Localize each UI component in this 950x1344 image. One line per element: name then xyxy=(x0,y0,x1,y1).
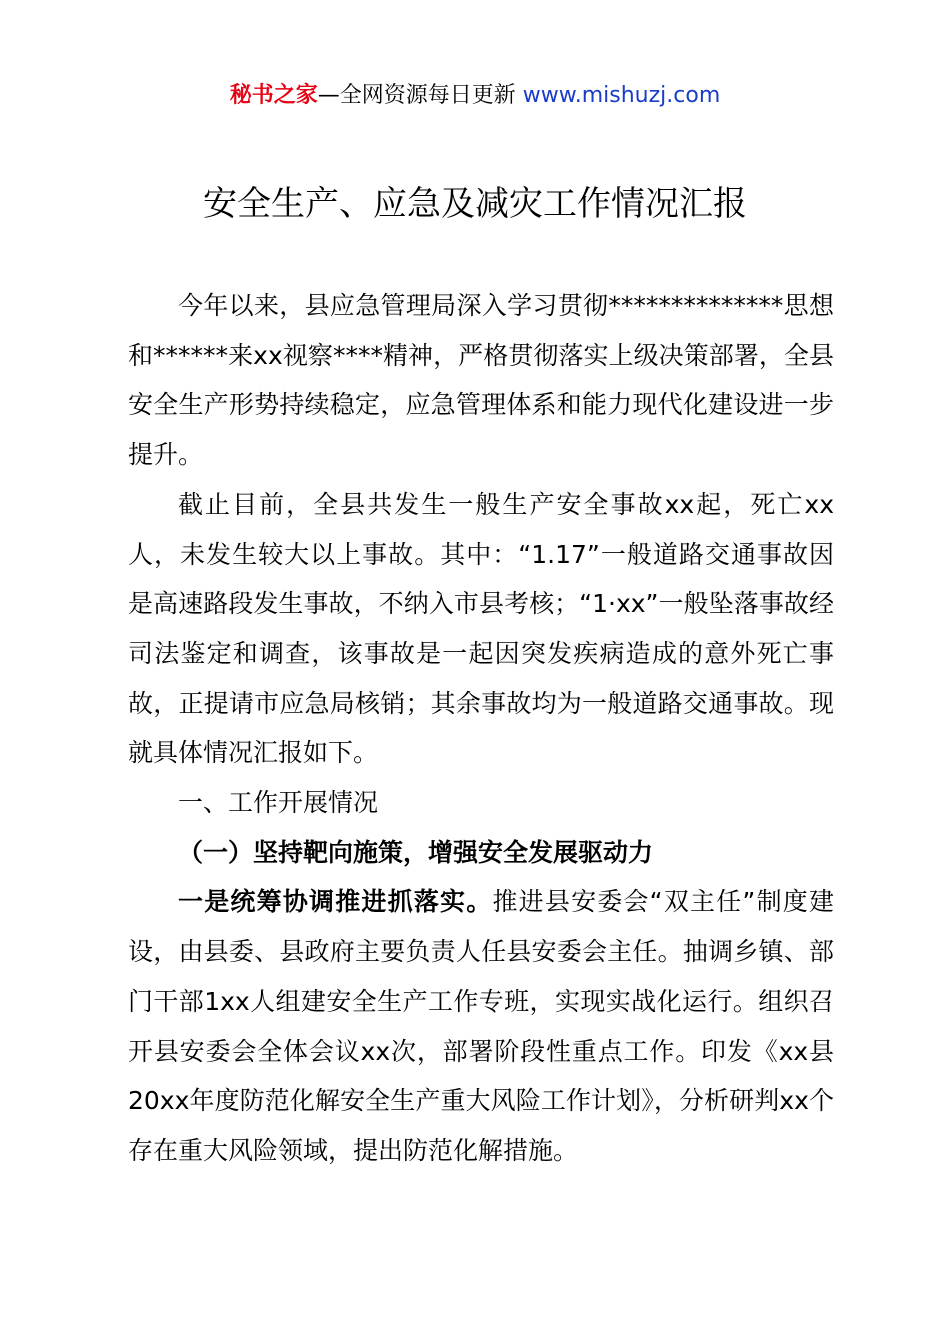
document-body xyxy=(128,281,834,1176)
item-paragraph-coordination xyxy=(128,877,834,1175)
accident-summary-paragraph: 截止目前，全县共发生一般生产安全事故xx起，死亡xx人，未发生较大以上事故。其中：“1.17”一般道路交通事故因是高速路段发生事故，不纳入市县考核；“1·xx”一般坠落事故经司法鉴定和调查，该事故是一起因突发疾病造成的意外死亡事故，正提请市应急局核销；其余事故均为一般道路交通事故。现就具体情况汇报如下。 xyxy=(128,489,834,768)
item-body-text: 推进县安委会“双主任”制度建设，由县委、县政府主要负责人任县安委会主任。抽调乡镇、部门干部1xx人组建安全生产工作专班，实现实战化运行。组织召开县安委会全体会议xx次，部署阶段性重点工作。印发《xx县20xx年度防范化解安全生产重大风险工作计划》，分析研判xx个存在重大风险领域，提出防范化解措施。 xyxy=(128,887,834,1165)
document-title: 安全生产、应急及减灾工作情况汇报 xyxy=(203,184,747,224)
site-name: 秘书之家 xyxy=(229,83,318,108)
section-heading-work-progress: 一、工作开展情况 xyxy=(178,788,379,818)
site-header xyxy=(0,80,950,112)
site-slogan: —全网资源每日更新 xyxy=(317,83,523,108)
site-url-link[interactable]: www.mishuzj.com xyxy=(522,83,721,108)
subsection-heading-targeted-measures: （一）坚持靶向施策，增强安全发展驱动力 xyxy=(178,837,654,867)
item-lead-text: 一是统筹协调推进抓落实。 xyxy=(178,887,493,917)
intro-paragraph: 今年以来，县应急管理局深入学习贯彻**************思想和******来xx视察****精神，严格贯彻落实上级决策部署，全县安全生产形势持续稳定，应急管理体系和能力现代化建设进一步提升。 xyxy=(128,291,834,470)
